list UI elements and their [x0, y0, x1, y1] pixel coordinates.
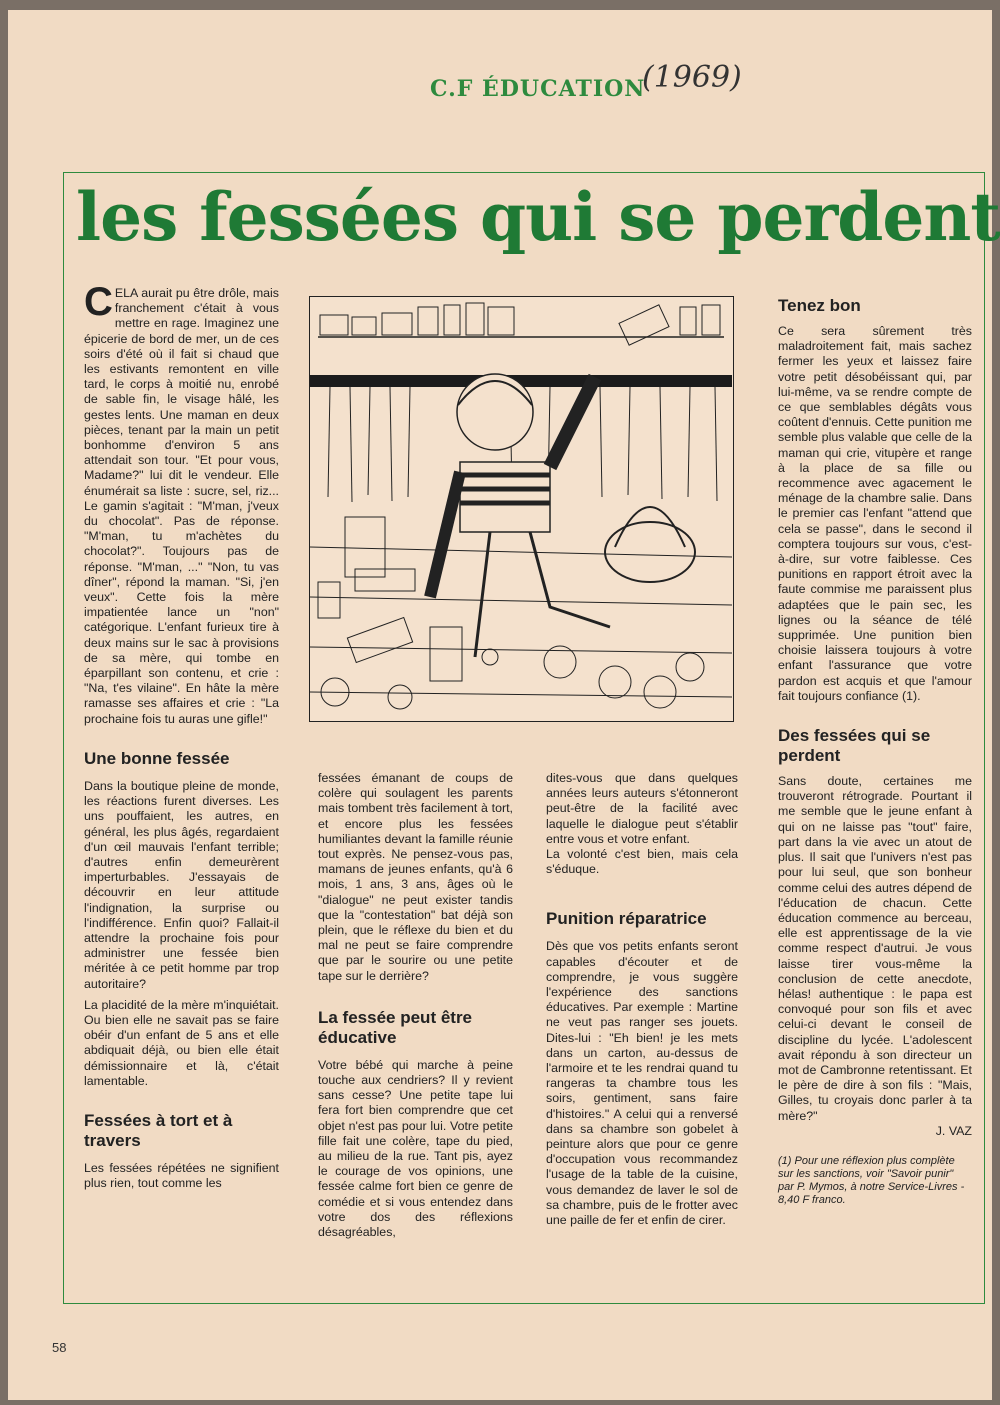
paragraph: La volonté c'est bien, mais cela s'éduque. — [546, 847, 738, 877]
footnote: (1) Pour une réflexion plus complète sur les sanctions, voir "Savoir punir" par P. Mymos, à notre Service-Livres - 8,40 F franco. — [778, 1154, 965, 1206]
paragraph: fessées émanant de coups de colère qui soulagent les parents mais tombent très facilement à tort, et encore plus les fessées humiliantes devant la famille réunie tout exprès. Ne pensez-vous pas, mamans de jeunes enfants, qu'à 6 mois, 1 ans, 3 ans, âges où le "dialogue" ne peut exister tandis que la "contestation" bat déjà son plein, que le réflexe du bien et du mal ne peut se faire comprendre que par le sourire ou une petite tape sur le derrière? — [318, 771, 513, 983]
intro-text: ELA aurait pu être drôle, mais franchement c'était à vous mettre en rage. Imaginez une épicerie de bord de mer, un de ces soirs d'été où il fait si chaud que les estivants remontent en ville tard, le corps à moitié nu, enrobé de sable fin, le visage hâlé, les gestes lents. Une maman en deux pièces, tenant par la main un petit bonhomme d'environ 5 ans attendait son tour. "Et pour vous, Madame?" lui dit le vendeur. Elle énumérait sa liste : sucre, sel, riz... Le gamin s'agitait : "M'man, j'veux du chocolat". Pas de réponse. "M'man, tu m'achètes du chocolat?". Toujours pas de réponse. "M'man, ..." "Non, tu vas dîner", répond la maman. "Si, j'en veux". Cette fois la mère impatientée lance un "non" catégorique. L'enfant furieux tire à deux mains sur le sac à provisions de sa mère, qui tombe en éparpillant son contenu, et crie : "Na, t'es vilaine". En hâte la mère ramasse ses affaires et crie : "La prochaine fois tu auras une gifle!" — [84, 286, 279, 726]
article-title: les fessées qui se perdent — [76, 178, 1000, 256]
intro-paragraph — [84, 280, 279, 727]
subhead-tenez-bon: Tenez bon — [778, 296, 861, 315]
paragraph: Sans doute, certaines me trouveront rétrograde. Pourtant il me semble que le jeune enfant à qui on ne laisse pas "tout" faire, part dans la vie avec un atout de plus. Il sait que l'univers n'est pas pour lui seul, que son bonheur comme celui des autres dépend de l'éducation de chacun. Cette éducation commence au berceau, elle est apprentissage de la vie comme respect d'autrui. Je vous laisse tirer vous-même la conclusion de cette anecdote, hélas! authentique : le papa est convoqué pour son fils et avec celui-ci devant le conseil de discipline du lycée. L'adolescent avait répondu à son directeur un mot de Cambronne retentissant. Et le père de dire à son fils : "Mais, Gilles, tu croyais donc parler à ta mère?" — [778, 774, 972, 1123]
column-3 — [546, 771, 738, 1234]
page-number: 58 — [52, 1340, 67, 1355]
author-signature: J. VAZ — [935, 1123, 972, 1138]
paragraph: La placidité de la mère m'inquiétait. Ou bien elle ne savait pas se faire obéir d'un enfant de 5 ans et elle abdiquait déjà, ou bien elle était démissionnaire et là, c'était lamentable. — [84, 997, 279, 1088]
illustration-child-grocery — [309, 296, 734, 722]
subhead-punition-reparatrice: Punition réparatrice — [546, 909, 707, 929]
paragraph: Votre bébé qui marche à peine touche aux cendriers? Il y revient sans cesse? Une petite tape lui fera fort bien comprendre que cet objet n'est pas pour lui. Votre petite fille fait une colère, tape du pied, au milieu de la rue. Tant pis, ayez le courage de vos opinions, une fessée calme fort bien ce genre de comédie et si vous entendez dans votre dos des réflexions désagréables, — [318, 1057, 513, 1240]
paragraph: dites-vous que dans quelques années leurs auteurs s'étonneront peut-être de la facilité avec laquelle le dialogue peut s'établir entre vous et votre enfant. — [546, 771, 738, 846]
drop-cap: C — [84, 280, 113, 324]
paragraph: Dès que vos petits enfants seront capables d'écouter et de comprendre, je vous suggère l'expérience des sanctions éducatives. Par exemple : Martine ne veut pas ranger ses jouets. Dites-lui : "Eh bien! je les mets dans un carton, au-dessus de l'armoire et te les rendrai quand tu rangeras ta chambre tous les soirs, gentiment, sans faire d'histoires." A celui qui a renversé dans sa chambre son gobelet à peinture alors que pour ce genre d'occupation vous recommandez l'usage de la table de la cuisine, vous demandez de laver le sol de sa chambre, puis de le frotter avec une paille de fer et enfin de cirer. — [546, 939, 738, 1228]
child-illustration — [310, 297, 732, 720]
column-1 — [84, 280, 279, 1197]
subhead-des-fessees: Des fessées qui se perdent — [778, 726, 931, 766]
paragraph: Les fessées répétées ne signifient plus rien, tout comme les — [84, 1160, 279, 1191]
subhead-une-bonne-fessee: Une bonne fessée — [84, 748, 230, 768]
column-2 — [318, 771, 513, 1246]
handwritten-year-note: (1969) — [642, 60, 742, 95]
subhead-fessees-a-tort: Fessées à tort et à travers — [84, 1110, 233, 1150]
paragraph: Ce sera sûrement très maladroitement fait, mais sachez fermer les yeux et laissez faire votre petit désobéissant qui, par lui-même, va se rendre compte de ce que semblables dégâts vous coûtent d'ennuis. Cette punition me semble plus valable que celle de la maman qui crie, vitupère et range à la place de sa fille ou recommence avec agacement le ménage de la chambre salie. Dans le premier cas l'enfant "attend que cela se passe", dans le second il comptera toujours sur vous, c'est-à-dire, sur votre faiblesse. Ces punitions en rapport étroit avec la faute commise me paraissent plus adaptées que le pain sec, les lignes ou la séance de télé supprimée. Une punition bien choisie laissera toujours à votre enfant l'assurance que votre pardon est acquis et que l'amour fait toujours confiance (1). — [778, 324, 972, 703]
section-header: C.F ÉDUCATION — [430, 76, 646, 102]
column-4 — [778, 296, 972, 1213]
subhead-fessee-educative: La fessée peut être éducative — [318, 1007, 473, 1047]
paragraph: Dans la boutique pleine de monde, les réactions furent diverses. Les uns pouffaient, les autres, en général, les plus âgés, regardaient d'un œil mauvais l'enfant terrible; d'autres enfin demeurèrent imperturbables. J'essayais de découvrir en leur attitude l'indignation, la surprise ou l'indifférence. Enfin quoi? Fallait-il attendre la prochaine fois pour administrer une fessée bien méritée à ce petit homme par trop autoritaire? — [84, 778, 279, 991]
